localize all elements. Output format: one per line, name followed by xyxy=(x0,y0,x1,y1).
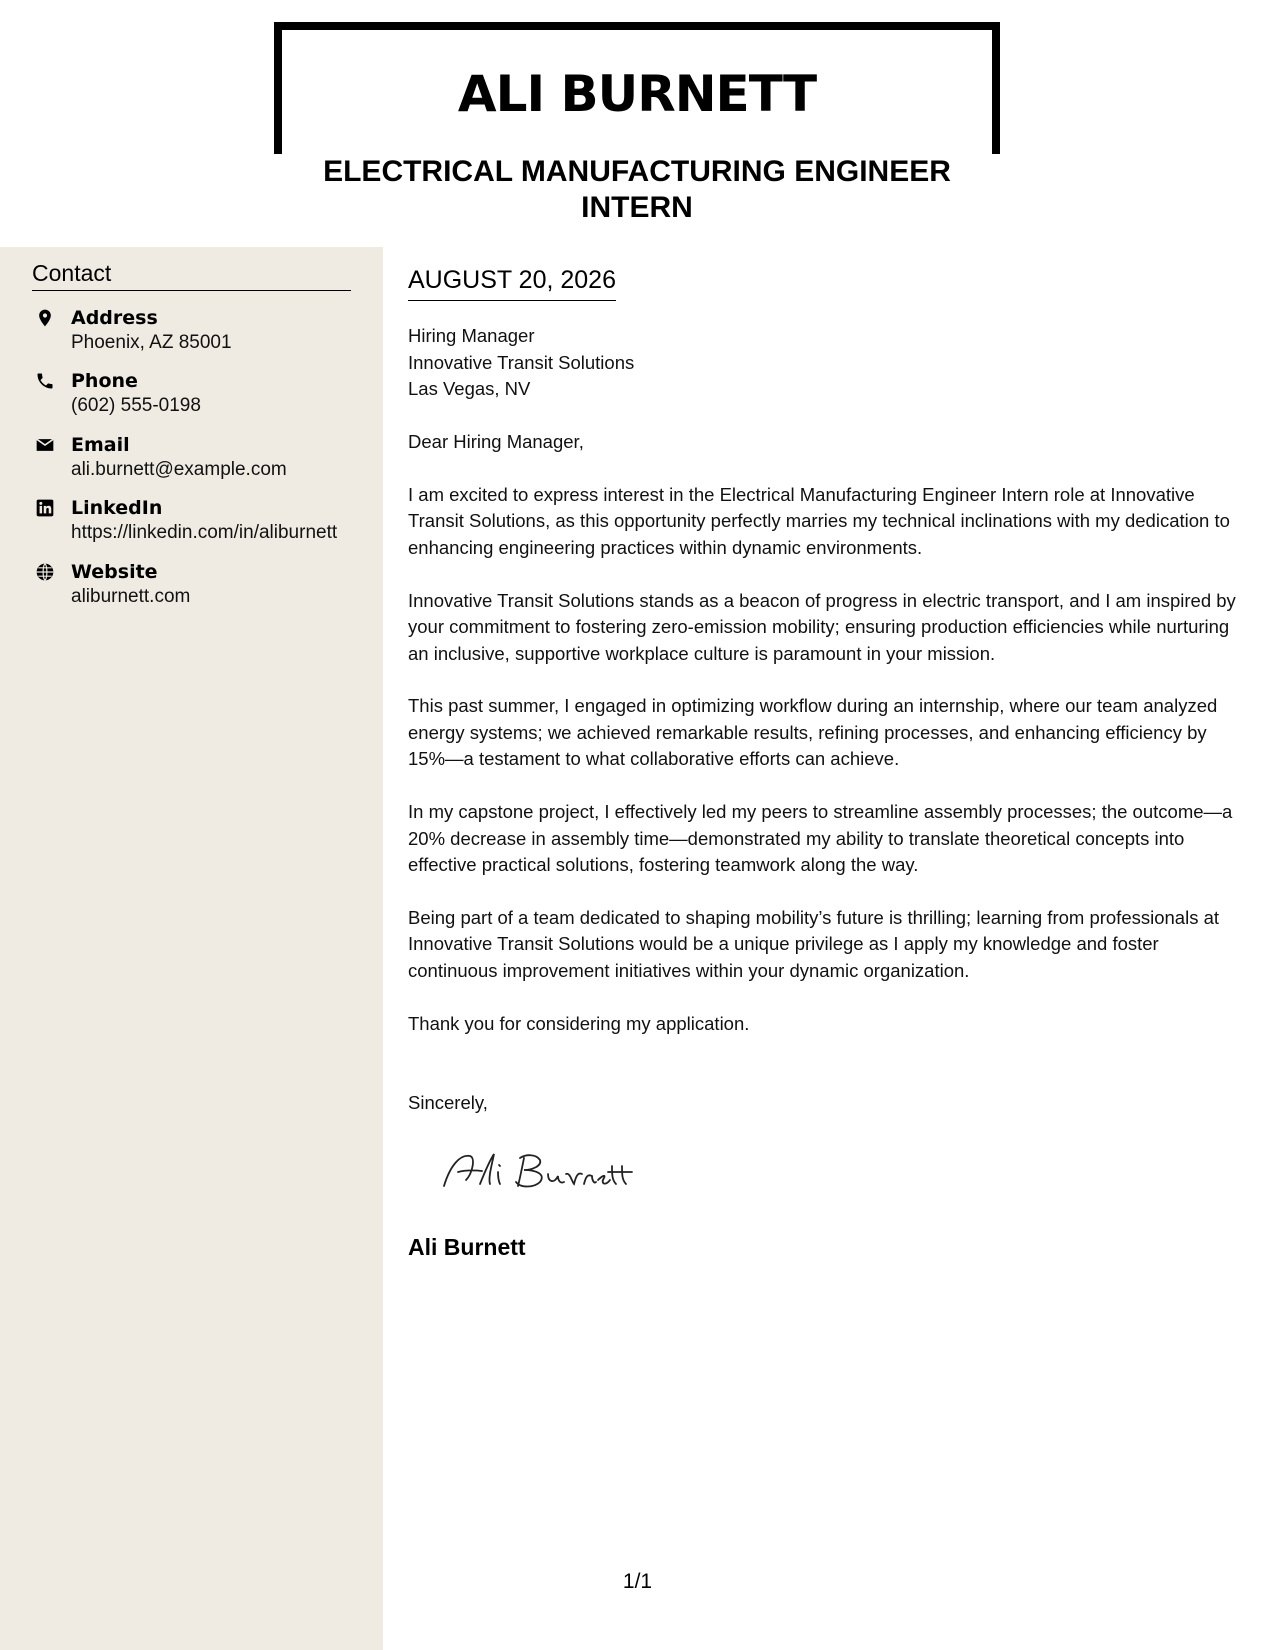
body-paragraph: Innovative Transit Solutions stands as a beacon of progress in electric transport, and I am inspired by your commitment to fostering zero-emission mobility; ensuring production efficiencies while nurturing an inclusive, supportive workplace culture is paramount in your mission. xyxy=(408,589,1236,664)
job-title: ELECTRICAL MANUFACTURING ENGINEER INTERN xyxy=(270,154,1004,226)
contact-heading: Contact xyxy=(32,259,351,291)
closing: Sincerely, xyxy=(408,1092,488,1113)
letter-date: AUGUST 20, 2026 xyxy=(408,265,616,301)
map-pin-icon xyxy=(35,308,55,328)
letter-body xyxy=(408,482,1248,1064)
applicant-name: ALI BURNETT xyxy=(457,65,817,123)
globe-icon xyxy=(35,562,55,582)
contact-label: Address xyxy=(71,307,158,329)
contact-sidebar xyxy=(0,247,383,1650)
salutation: Dear Hiring Manager, xyxy=(408,431,584,452)
contact-value: https://linkedin.com/in/aliburnett xyxy=(71,522,338,543)
body-paragraph: In my capstone project, I effectively led my peers to streamline assembly processes; the outcome—a 20% decrease in assembly time—demonstrated my ability to translate theoretical concepts into effective practical solutions, fostering teamwork along the way. xyxy=(408,801,1233,875)
body-paragraph: Being part of a team dedicated to shaping mobility’s future is thrilling; learning from professionals at Innovative Transit Solutions would be a unique privilege as I apply my knowledge and foster continuous improvement initiatives within your dynamic organization. xyxy=(408,906,1220,981)
recipient-line: Hiring Manager xyxy=(408,325,535,346)
envelope-icon xyxy=(35,435,55,455)
contact-value: (602) 555-0198 xyxy=(71,395,201,416)
contact-label: Phone xyxy=(71,370,138,392)
contact-value: aliburnett.com xyxy=(71,586,191,607)
contact-label: Website xyxy=(71,561,158,583)
signer-name: Ali Burnett xyxy=(408,1234,526,1260)
body-paragraph: This past summer, I engaged in optimizing workflow during an internship, where our team analyzed energy systems; we achieved remarkable results, refining processes, and enhancing efficiency by 15%—a testament to what collaborative efforts can achieve. xyxy=(408,695,1218,770)
phone-icon xyxy=(35,371,55,391)
contact-label: Email xyxy=(71,434,130,456)
page-number: 1/1 xyxy=(622,1570,653,1593)
body-paragraph: Thank you for considering my application. xyxy=(408,1012,750,1034)
linkedin-icon xyxy=(35,498,55,518)
recipient-block xyxy=(408,323,634,403)
body-paragraph: I am excited to express interest in the Electrical Manufacturing Engineer Intern role at Innovative Transit Solutions, as this opportunity perfectly marries my technical inclinations with my dedication to enhancing engineering practices within dynamic environments. xyxy=(408,484,1230,558)
recipient-line: Innovative Transit Solutions xyxy=(408,351,635,373)
contact-value: Phoenix, AZ 85001 xyxy=(71,332,232,353)
recipient-line: Las Vegas, NV xyxy=(408,378,531,399)
contact-value: ali.burnett@example.com xyxy=(71,459,287,480)
handwritten-signature xyxy=(436,1146,636,1196)
contact-label: LinkedIn xyxy=(71,497,163,519)
